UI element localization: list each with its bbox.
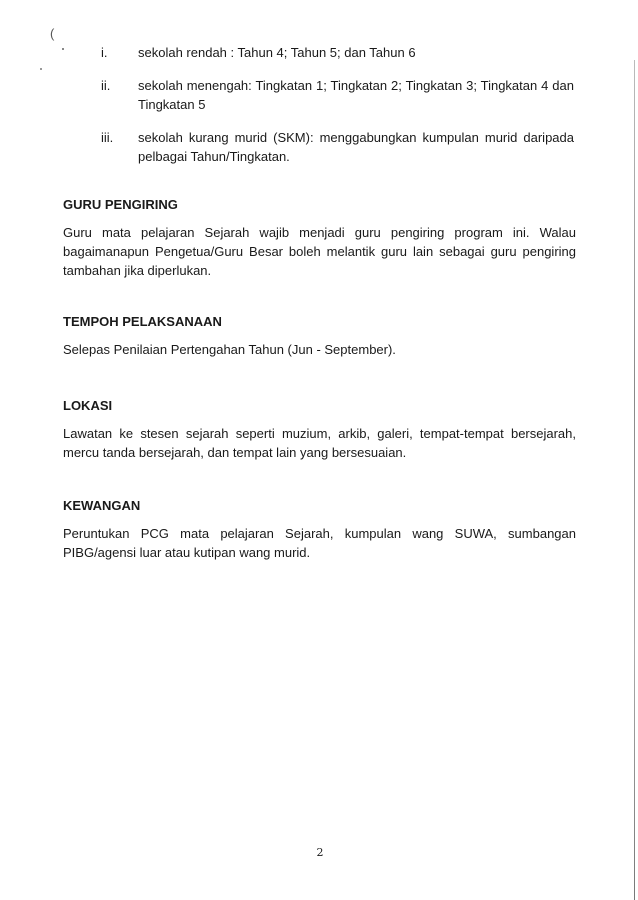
list-item <box>0 43 638 62</box>
section-heading: LOKASI <box>63 398 113 413</box>
section-lokasi <box>63 397 576 462</box>
section-heading: TEMPOH PELAKSANAAN <box>63 314 222 329</box>
section-body: Lawatan ke stesen sejarah seperti muzium, arkib, galeri, tempat-tempat bersejarah, mercu tanda bersejarah, dan tempat lain yang bersesuaian. <box>63 426 576 460</box>
section-heading: GURU PENGIRING <box>63 197 178 212</box>
section-tempoh-pelaksanaan <box>63 313 576 359</box>
section-kewangan <box>63 497 576 562</box>
section-body: Guru mata pelajaran Sejarah wajib menjadi guru pengiring program ini. Walau bagaimanapun Pengetua/Guru Besar boleh melantik guru lain sebagai guru pengiring tambahan jika diperlukan. <box>63 225 576 278</box>
list-item-text: sekolah kurang murid (SKM): menggabungkan kumpulan murid daripada pelbagai Tahun/Tingkatan. <box>138 130 574 164</box>
list-item-number: ii. <box>101 78 111 93</box>
section-body: Selepas Penilaian Pertengahan Tahun (Jun - September). <box>63 342 396 357</box>
school-type-list <box>0 43 638 180</box>
page-number: 2 <box>316 846 324 859</box>
scan-artifact-paren: ( <box>50 26 55 41</box>
list-item-text: sekolah menengah: Tingkatan 1; Tingkatan 2; Tingkatan 3; Tingkatan 4 dan Tingkatan 5 <box>138 78 574 112</box>
list-item <box>0 128 638 166</box>
section-heading: KEWANGAN <box>63 498 141 513</box>
list-item <box>0 76 638 114</box>
list-item-number: iii. <box>101 130 114 145</box>
list-item-text: sekolah rendah : Tahun 4; Tahun 5; dan Tahun 6 <box>138 45 416 60</box>
section-body: Peruntukan PCG mata pelajaran Sejarah, kumpulan wang SUWA, sumbangan PIBG/agensi luar atau kutipan wang murid. <box>63 526 576 560</box>
scan-edge-line <box>634 60 635 900</box>
list-item-number: i. <box>101 45 108 60</box>
section-guru-pengiring <box>63 196 576 280</box>
